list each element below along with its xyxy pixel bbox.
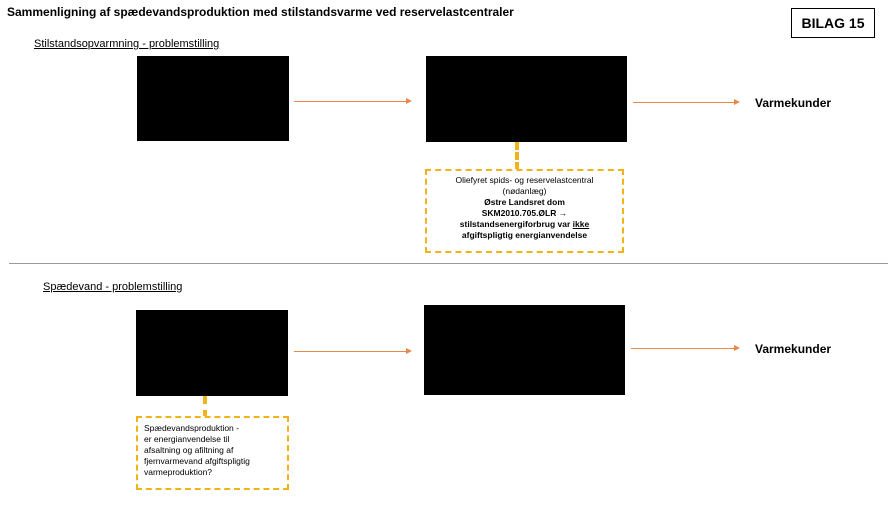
note-line: fjernvarmevand afgiftspligtig xyxy=(144,456,250,466)
target-label-varmekunder-1: Varmekunder xyxy=(755,96,832,110)
arrow-2a xyxy=(294,351,410,352)
bilag-badge: BILAG 15 xyxy=(791,8,875,38)
note-line: (nødanlæg) xyxy=(502,186,547,196)
note-line: Oliefyret spids- og reservelastcentral xyxy=(455,175,594,185)
arrow-2b xyxy=(631,348,738,349)
note-box-stilstand xyxy=(425,169,624,253)
arrow-1a xyxy=(294,101,410,102)
note-line: SKM2010.705.ØLR → xyxy=(481,208,568,218)
note-line: afsaltning og afiltning af xyxy=(144,445,234,455)
redacted-box-center-2 xyxy=(424,305,625,395)
note-line: afgiftspligtig energianvendelse xyxy=(461,230,588,240)
note-line: er energianvendelse til xyxy=(144,434,230,444)
note-line: Spædevandsproduktion - xyxy=(144,423,239,433)
redacted-box-left-2 xyxy=(136,310,288,396)
note-box-spaedevand xyxy=(136,416,289,490)
note-text: stilstandsenergiforbrug var xyxy=(459,219,573,229)
section-heading-spaedevand: Spædevand - problemstilling xyxy=(43,281,183,293)
section-heading-stilstand: Stilstandsopvarmning - problemstilling xyxy=(34,38,220,50)
redacted-box-left-1 xyxy=(137,56,289,141)
page-title: Sammenligning af spædevandsproduktion med stilstandsvarme ved reservelastcentraler xyxy=(7,5,514,19)
section-divider xyxy=(9,263,888,264)
note-line: Østre Landsret dom xyxy=(484,197,565,207)
arrow-1b xyxy=(633,102,738,103)
note-line xyxy=(431,219,618,230)
target-label-varmekunder-2: Varmekunder xyxy=(755,342,832,356)
note-emphasis: ikke xyxy=(572,219,590,229)
redacted-box-center-1 xyxy=(426,56,627,142)
note-line: varmeproduktion? xyxy=(144,467,213,477)
connector-dashed-1 xyxy=(515,142,519,170)
connector-dashed-2 xyxy=(203,396,207,418)
